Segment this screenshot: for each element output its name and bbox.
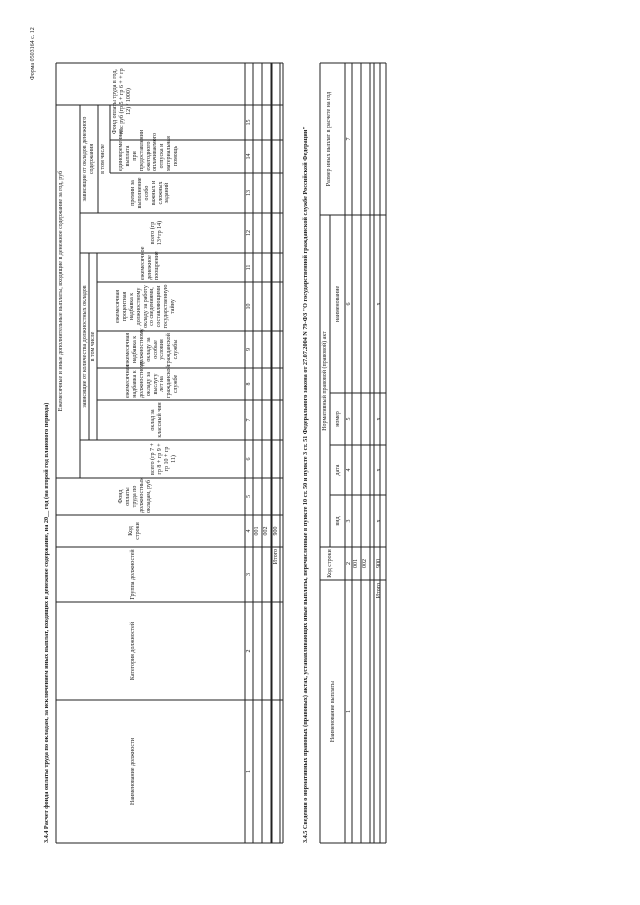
col-header-position-name: Наименование должности <box>130 738 136 805</box>
col-header-in-that-b: в том числе <box>100 144 106 174</box>
col-number: 15 <box>246 119 252 126</box>
col-number: 5 <box>246 495 252 498</box>
col-number: 3 <box>346 519 352 523</box>
col-number: 6 <box>346 302 352 306</box>
col-header-dependent-content: зависящие от окладов денежного содержания <box>82 116 95 202</box>
form-code: Форма 0503164 с. 12 <box>30 27 36 80</box>
col-number: 3 <box>246 573 252 576</box>
col-number: 8 <box>246 382 252 386</box>
col-header-state-secret: ежемесячная процентная надбавка к должностному окладу за работу со сведениями, составляющими государственную тайну <box>115 284 177 329</box>
col-number: 14 <box>246 153 252 160</box>
col-number: 6 <box>246 457 252 461</box>
col-header-row-code: Код строки <box>327 549 333 578</box>
section-344-title: 3.4.4 Расчет фонда оплаты труда по окладам, за исключением иных выплат, входящих в денежное содержание, на 20__ год (на второй год планового периода) <box>43 402 50 843</box>
col-header-amount: Размер иных выплат в расчете на год <box>326 91 332 187</box>
col-header-total-12: всего (гр 13+гр 14) <box>150 220 163 246</box>
total-code: 900 <box>376 559 382 568</box>
section-345-title: 3.4.5 Сведения о нормативных правовых (правовых) актах, устанавливающих иные выплаты, перечисленные в пункте 10 ст. 50 и пункте 3 ст. 51 Федерального закона от 27.07.2004 N 79-ФЗ "О государственной гражданской службе Российской Федерации" <box>302 126 309 843</box>
col-number: 13 <box>246 190 252 196</box>
col-header-date: дата <box>335 464 341 476</box>
col-number: 7 <box>246 418 252 422</box>
col-number: 12 <box>246 230 252 236</box>
col-header-type: вид <box>335 516 341 526</box>
x-mark: x <box>376 302 382 306</box>
col-header-class-rank: оклад за классный чин <box>150 402 163 438</box>
col-header-legal-act: Нормативный правовой (правовой) акт <box>322 331 328 431</box>
col-header-dependent-salaries: зависящие от количества должностных окладов <box>82 285 88 408</box>
col-header-monthly-bonus: ежемесячное денежное поощрение <box>140 246 160 280</box>
col-header-seniority: ежемесячная надбавка к должностному окладу за выслугу лет на гражданской службе <box>125 360 180 398</box>
col-number: 2 <box>246 649 252 653</box>
col-number: 4 <box>346 468 352 472</box>
col-header-special-conditions: ежемесячная надбавка к должностному окладу за особые условия гражданской службы <box>125 328 180 366</box>
col-header-payment-name: Наименование выплаты <box>330 680 336 743</box>
row-code: 001 <box>353 559 359 568</box>
total-code: 900 <box>273 526 279 536</box>
total-label: Итого <box>273 549 279 565</box>
col-header-group: Группа должностей <box>130 549 136 600</box>
col-number: 5 <box>346 417 352 421</box>
total-label: Итого <box>376 583 382 599</box>
col-header-special-tasks: премии за выполнение особо важных и сложных заданий <box>130 177 171 209</box>
x-mark: x <box>376 468 382 472</box>
row-code: 001 <box>254 526 260 536</box>
col-number: 9 <box>246 348 252 351</box>
col-header-row-code: Код строки <box>128 522 141 540</box>
col-header-annual-fund: Фонд оплаты труда в год, тыс руб (гр 5 + гр 6 + + гр 12) / 1000) <box>112 68 132 135</box>
col-number: 1 <box>246 770 252 773</box>
x-mark: x <box>376 417 382 421</box>
row-code: 002 <box>362 559 368 568</box>
col-header-additional-payments: Ежемесячные и иные дополнительные выплаты, входящие в денежное содержание за год, руб <box>58 170 64 412</box>
col-number: 1 <box>346 710 352 713</box>
col-header-title: наименование <box>335 285 341 323</box>
col-header-vacation-aid: единовременная выплата при предоставлении ежегодного оплачиваемого отпуска и материальная помощь <box>118 129 180 171</box>
col-number: 7 <box>346 137 352 141</box>
col-number: 4 <box>246 529 252 533</box>
col-number: 2 <box>346 562 352 565</box>
col-header-salary-fund: Фонд оплаты труда по должностным окладам, руб <box>118 477 152 513</box>
row-code: 002 <box>263 526 269 536</box>
col-header-number: номер <box>335 411 341 427</box>
col-header-in-that-a: в том числе <box>90 331 96 362</box>
col-number: 10 <box>246 303 252 310</box>
x-mark: x <box>376 519 382 523</box>
col-header-category: Категория должностей <box>130 621 136 681</box>
col-number: 11 <box>246 264 252 271</box>
col-header-total-6: всего (гр 7 + гр 8 + гр 9 + гр 10 + гр 11) <box>150 443 177 475</box>
